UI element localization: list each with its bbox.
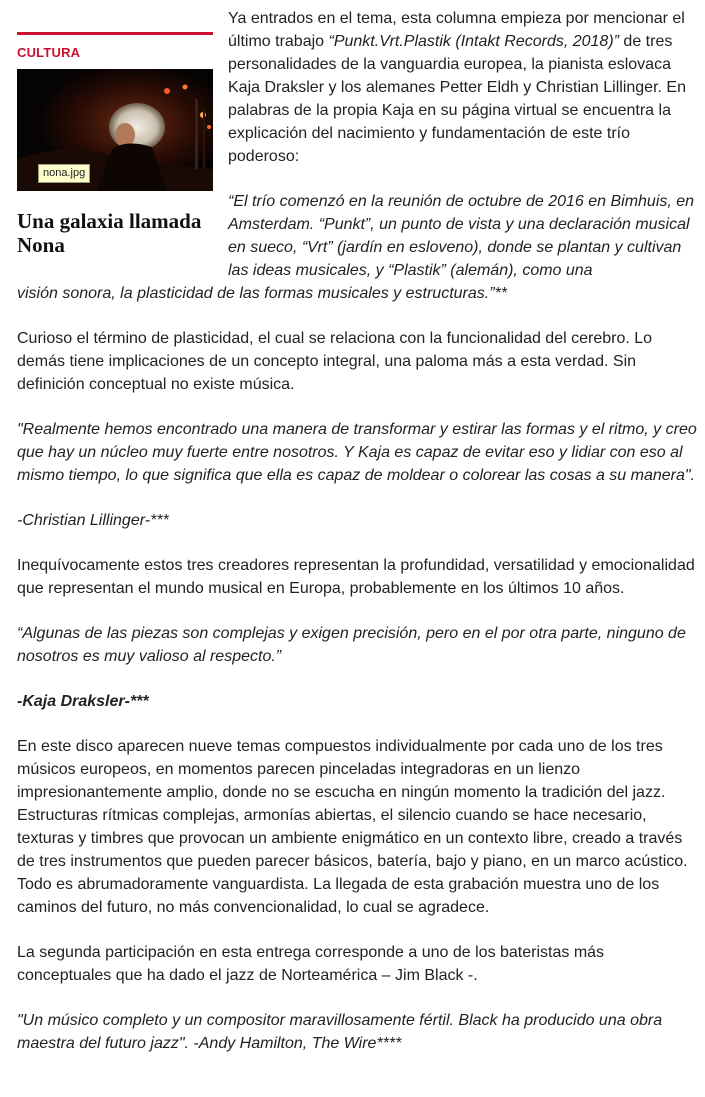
section-divider [17, 32, 213, 35]
lillinger-quote: "Realmente hemos encontrado una manera de transformar y estirar las formas y el ritmo, y creo que hay un núcleo muy fuerte entre nosotros. Y Kaja es capaz de evitar eso y lidiar con eso al mismo tiempo, lo que significa que ella es capaz de moldear o colorear las cosas a su manera". [17, 421, 697, 484]
plasticidad-paragraph: Curioso el término de plasticidad, el cual se relaciona con la funcionalidad del cerebro. Lo demás tiene implicaciones de un concepto integral, una paloma más a esta verdad. Sin definición conceptual no existe música. [17, 330, 653, 393]
disco-paragraph: En este disco aparecen nueve temas compuestos individualmente por cada uno de los tres músicos europeos, en momentos parecen pinceladas integradoras en un lienzo impresionantemente amplio, donde no se escucha en ningún momento la tradición del jazz. Estructuras rítmicas complejas, armonías abiertas, el silencio cuando se hace necesario, texturas y timbres que provocan un ambiente enigmático en un contexto libre, creado a través de tres instrumentos que pueden parecer básicos, batería, bajo y piano, en un marco acústico. Todo es abrumadoramente vanguardista. La llegada de esta grabación muestra uno de los caminos del futuro, no más convencionalidad, lo cual se agradece. [17, 738, 688, 916]
related-article-title[interactable]: Una galaxia llamada Nona [17, 209, 202, 257]
album-title: “Punkt.Vrt.Plastik (Intakt Records, 2018)” [328, 33, 619, 50]
related-article-card[interactable] [17, 32, 213, 257]
image-filename-tooltip: nona.jpg [38, 164, 90, 183]
draksler-quote: “Algunas de las piezas son complejas y exigen precisión, pero en el por otra parte, ninguno de nosotros es muy valioso al respecto.” [17, 625, 686, 665]
trio-quote-continuation: visión sonora, la plasticidad de las formas musicales y estructuras.”** [17, 285, 507, 302]
inequivocamente-paragraph: Inequívocamente estos tres creadores representan la profundidad, versatilidad y emocionalidad que representan el mundo musical en Europa, probablemente en los últimos 10 años. [17, 557, 695, 597]
intro-paragraph [228, 7, 697, 168]
section-label[interactable]: CULTURA [17, 45, 81, 60]
intro-text: Ya entrados en el tema, esta columna empieza por mencionar el último trabajo [228, 10, 685, 50]
lillinger-attribution: -Christian Lillinger-*** [17, 512, 169, 529]
jim-black-paragraph: La segunda participación en esta entrega corresponde a uno de los bateristas más conceptuales que ha dado el jazz de Norteamérica – Jim Black -. [17, 944, 605, 984]
hamilton-quote: "Un músico completo y un compositor maravillosamente fértil. Black ha producido una obra maestra del futuro jazz". -Andy Hamilton, The Wire**** [17, 1012, 663, 1052]
trio-quote-indented: “El trío comenzó en la reunión de octubre de 2016 en Bimhuis, en Amsterdam. “Punkt”, un punto de vista y una declaración musical en sueco, “Vrt” (jardín en esloveno), donde se plantan y cultivan las ideas musicales, y “Plastik” (alemán), como una [228, 193, 695, 279]
draksler-attribution: -Kaja Draksler-*** [17, 693, 149, 710]
intro-text-cont: de tres personalidades de la vanguardia europea, la pianista eslovaca Kaja Draksler y los alemanes Petter Eldh y Christian Lillinger. En palabras de la propia Kaja en su página virtual se encuentra la explicación del nacimiento y fundamentación de este trío poderoso: [228, 33, 686, 165]
